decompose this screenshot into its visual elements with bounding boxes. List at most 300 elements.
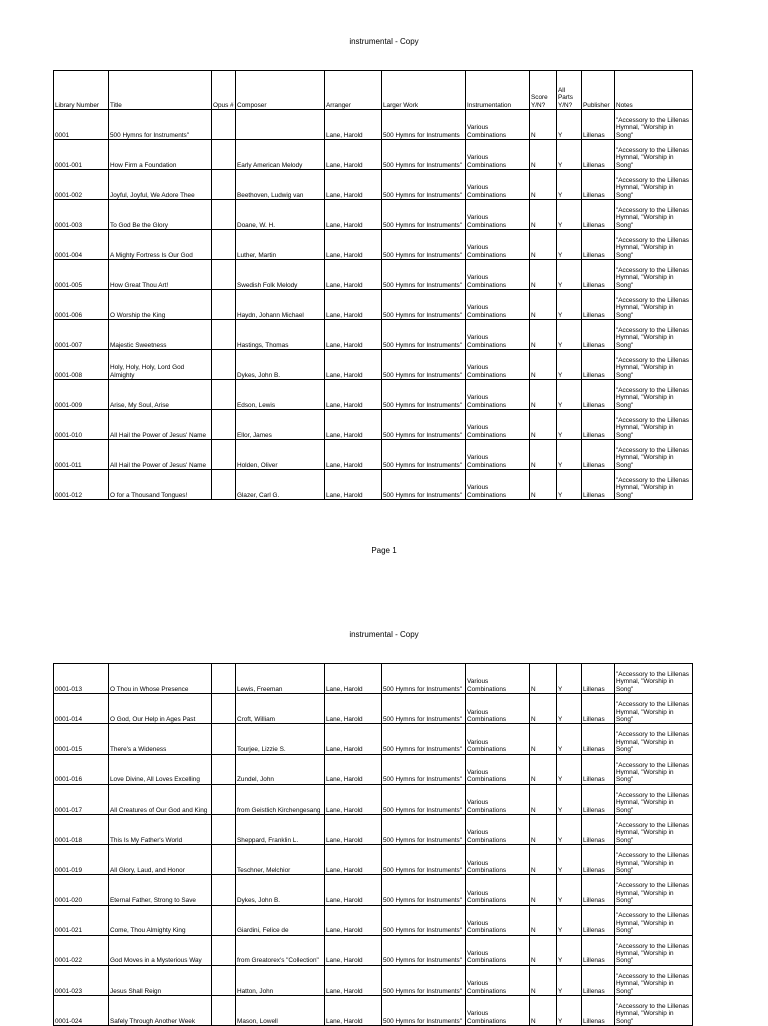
cell-library-number: 0001-002 [54,170,109,200]
cell-opus [212,140,236,170]
cell-composer: Lewis, Freeman [236,664,325,694]
cell-instrumentation: Various Combinations [466,260,530,290]
table-row [54,140,693,170]
table-row [54,784,693,814]
cell-title: How Firm a Foundation [109,140,212,170]
cell-instrumentation: Various Combinations [466,290,530,320]
cell-opus [212,694,236,724]
cell-library-number: 0001-009 [54,380,109,410]
cell-opus [212,664,236,694]
cell-title: All Glory, Laud, and Honor [109,845,212,875]
table-row [54,935,693,965]
cell-score: N [530,440,557,470]
cell-title: A Mighty Fortress Is Our God [109,230,212,260]
cell-all-parts: Y [557,200,582,230]
cell-larger-work: 500 Hymns for Instruments" [382,320,466,350]
cell-library-number: 0001-014 [54,694,109,724]
column-header-notes: Notes [615,71,693,110]
cell-opus [212,754,236,784]
cell-score: N [530,935,557,965]
cell-notes: "Accessory to the Lillenas Hymnal, "Worship in Song" [615,230,693,260]
cell-opus [212,875,236,905]
cell-library-number: 0001-003 [54,200,109,230]
cell-publisher: Lillenas [582,380,615,410]
cell-library-number: 0001-017 [54,784,109,814]
cell-score: N [530,664,557,694]
cell-score: N [530,754,557,784]
cell-instrumentation: Various Combinations [466,350,530,380]
cell-notes: "Accessory to the Lillenas Hymnal, "Worship in Song" [615,260,693,290]
cell-title: Arise, My Soul, Arise [109,380,212,410]
cell-larger-work: 500 Hymns for Instruments" [382,935,466,965]
cell-larger-work: 500 Hymns for Instruments" [382,875,466,905]
cell-opus [212,996,236,1026]
cell-score: N [530,694,557,724]
cell-publisher: Lillenas [582,410,615,440]
cell-title: Majestic Sweetness [109,320,212,350]
cell-notes: "Accessory to the Lillenas Hymnal, "Worship in Song" [615,110,693,140]
cell-arranger: Lane, Harold [325,965,382,995]
cell-notes: "Accessory to the Lillenas Hymnal, "Worship in Song" [615,845,693,875]
cell-instrumentation: Various Combinations [466,694,530,724]
cell-opus [212,905,236,935]
cell-library-number: 0001-022 [54,935,109,965]
cell-publisher: Lillenas [582,290,615,320]
cell-notes: "Accessory to the Lillenas Hymnal, "Worship in Song" [615,724,693,754]
cell-instrumentation: Various Combinations [466,230,530,260]
cell-all-parts: Y [557,935,582,965]
cell-arranger: Lane, Harold [325,754,382,784]
cell-publisher: Lillenas [582,110,615,140]
cell-instrumentation: Various Combinations [466,170,530,200]
cell-instrumentation: Various Combinations [466,724,530,754]
cell-all-parts: Y [557,410,582,440]
cell-all-parts: Y [557,380,582,410]
cell-notes: "Accessory to the Lillenas Hymnal, "Worship in Song" [615,965,693,995]
cell-larger-work: 500 Hymns for Instruments" [382,440,466,470]
spreadsheet-table-page-2 [53,663,693,1026]
cell-library-number: 0001-016 [54,754,109,784]
cell-title: How Great Thou Art! [109,260,212,290]
cell-notes: "Accessory to the Lillenas Hymnal, "Worship in Song" [615,814,693,844]
cell-composer: Glazer, Carl G. [236,470,325,500]
cell-composer: from Geistlich Kirchengesang [236,784,325,814]
cell-notes: "Accessory to the Lillenas Hymnal, "Worship in Song" [615,440,693,470]
column-header-publisher: Publisher [582,71,615,110]
cell-composer: Giardini, Felice de [236,905,325,935]
cell-composer: from Greatorex's "Collection" [236,935,325,965]
cell-publisher: Lillenas [582,440,615,470]
cell-library-number: 0001-010 [54,410,109,440]
cell-larger-work: 500 Hymns for Instruments" [382,965,466,995]
cell-composer: Tourjee, Lizzie S. [236,724,325,754]
cell-composer: Edson, Lewis [236,380,325,410]
cell-notes: "Accessory to the Lillenas Hymnal, "Worship in Song" [615,350,693,380]
cell-all-parts: Y [557,845,582,875]
cell-larger-work: 500 Hymns for Instruments" [382,724,466,754]
cell-composer: Luther, Martin [236,230,325,260]
cell-opus [212,845,236,875]
cell-publisher: Lillenas [582,754,615,784]
cell-title: All Hail the Power of Jesus' Name [109,410,212,440]
cell-publisher: Lillenas [582,230,615,260]
cell-composer: Haydn, Johann Michael [236,290,325,320]
cell-title: Joyful, Joyful, We Adore Thee [109,170,212,200]
cell-title: O Thou in Whose Presence [109,664,212,694]
table-row [54,320,693,350]
cell-publisher: Lillenas [582,664,615,694]
cell-larger-work: 500 Hymns for Instruments" [382,350,466,380]
cell-opus [212,440,236,470]
cell-opus [212,260,236,290]
table-row [54,350,693,380]
cell-arranger: Lane, Harold [325,724,382,754]
cell-instrumentation: Various Combinations [466,875,530,905]
cell-notes: "Accessory to the Lillenas Hymnal, "Worship in Song" [615,320,693,350]
cell-score: N [530,814,557,844]
cell-opus [212,200,236,230]
column-header-opus: Opus # [212,71,236,110]
cell-notes: "Accessory to the Lillenas Hymnal, "Worship in Song" [615,380,693,410]
cell-arranger: Lane, Harold [325,410,382,440]
cell-library-number: 0001-015 [54,724,109,754]
cell-notes: "Accessory to the Lillenas Hymnal, "Worship in Song" [615,470,693,500]
table-row [54,754,693,784]
cell-larger-work: 500 Hymns for Instruments" [382,814,466,844]
cell-title: Eternal Father, Strong to Save [109,875,212,905]
table-row [54,664,693,694]
cell-composer: Doane, W. H. [236,200,325,230]
cell-all-parts: Y [557,784,582,814]
table-row [54,290,693,320]
cell-notes: "Accessory to the Lillenas Hymnal, "Worship in Song" [615,784,693,814]
cell-publisher: Lillenas [582,784,615,814]
cell-all-parts: Y [557,290,582,320]
cell-larger-work: 500 Hymns for Instruments" [382,694,466,724]
cell-publisher: Lillenas [582,200,615,230]
cell-arranger: Lane, Harold [325,440,382,470]
cell-arranger: Lane, Harold [325,380,382,410]
cell-instrumentation: Various Combinations [466,754,530,784]
cell-arranger: Lane, Harold [325,140,382,170]
cell-all-parts: Y [557,470,582,500]
cell-larger-work: 500 Hymns for Instruments" [382,410,466,440]
cell-notes: "Accessory to the Lillenas Hymnal, "Worship in Song" [615,694,693,724]
cell-arranger: Lane, Harold [325,320,382,350]
cell-title: Holy, Holy, Holy, Lord God Almighty [109,350,212,380]
cell-instrumentation: Various Combinations [466,814,530,844]
cell-publisher: Lillenas [582,935,615,965]
cell-larger-work: 500 Hymns for Instruments" [382,664,466,694]
cell-arranger: Lane, Harold [325,694,382,724]
spreadsheet-table-page-1 [53,70,693,500]
table-row [54,694,693,724]
cell-all-parts: Y [557,350,582,380]
cell-publisher: Lillenas [582,875,615,905]
column-header-larger-work: Larger Work [382,71,466,110]
cell-instrumentation: Various Combinations [466,320,530,350]
cell-publisher: Lillenas [582,724,615,754]
cell-opus [212,230,236,260]
cell-title: O God, Our Help in Ages Past [109,694,212,724]
cell-notes: "Accessory to the Lillenas Hymnal, "Worship in Song" [615,875,693,905]
cell-opus [212,290,236,320]
table-row [54,905,693,935]
cell-composer: Croft, William [236,694,325,724]
cell-notes: "Accessory to the Lillenas Hymnal, "Worship in Song" [615,410,693,440]
cell-score: N [530,350,557,380]
cell-opus [212,470,236,500]
cell-composer: Ellor, James [236,410,325,440]
cell-score: N [530,724,557,754]
column-header-library-number: Library Number [54,71,109,110]
cell-opus [212,935,236,965]
cell-instrumentation: Various Combinations [466,996,530,1026]
cell-instrumentation: Various Combinations [466,410,530,440]
cell-composer: Dykes, John B. [236,350,325,380]
cell-larger-work: 500 Hymns for Instruments" [382,230,466,260]
column-header-all-parts: All Parts Y/N? [557,71,582,110]
cell-library-number: 0001-018 [54,814,109,844]
cell-score: N [530,845,557,875]
cell-composer: Swedish Folk Melody [236,260,325,290]
cell-arranger: Lane, Harold [325,350,382,380]
cell-title: Safely Through Another Week [109,996,212,1026]
cell-score: N [530,110,557,140]
cell-publisher: Lillenas [582,170,615,200]
page-title: instrumental - Copy [349,37,419,46]
cell-publisher: Lillenas [582,470,615,500]
cell-score: N [530,230,557,260]
cell-library-number: 0001-001 [54,140,109,170]
cell-all-parts: Y [557,905,582,935]
cell-title: God Moves in a Mysterious Way [109,935,212,965]
table-row [54,814,693,844]
cell-larger-work: 500 Hymns for Instruments" [382,996,466,1026]
cell-publisher: Lillenas [582,320,615,350]
table-row [54,845,693,875]
cell-score: N [530,200,557,230]
table-row [54,170,693,200]
cell-arranger: Lane, Harold [325,875,382,905]
cell-score: N [530,140,557,170]
cell-all-parts: Y [557,754,582,784]
cell-arranger: Lane, Harold [325,200,382,230]
cell-arranger: Lane, Harold [325,470,382,500]
cell-composer: Zundel, John [236,754,325,784]
cell-arranger: Lane, Harold [325,170,382,200]
cell-arranger: Lane, Harold [325,905,382,935]
cell-library-number: 0001-013 [54,664,109,694]
cell-composer: Early American Melody [236,140,325,170]
cell-library-number: 0001-004 [54,230,109,260]
cell-publisher: Lillenas [582,996,615,1026]
cell-notes: "Accessory to the Lillenas Hymnal, "Worship in Song" [615,905,693,935]
cell-instrumentation: Various Combinations [466,845,530,875]
cell-publisher: Lillenas [582,814,615,844]
cell-score: N [530,905,557,935]
table-row [54,410,693,440]
cell-title: There's a Wideness [109,724,212,754]
cell-instrumentation: Various Combinations [466,110,530,140]
cell-score: N [530,875,557,905]
cell-library-number: 0001-024 [54,996,109,1026]
cell-score: N [530,170,557,200]
cell-notes: "Accessory to the Lillenas Hymnal, "Worship in Song" [615,996,693,1026]
cell-opus [212,965,236,995]
cell-notes: "Accessory to the Lillenas Hymnal, "Worship in Song" [615,935,693,965]
cell-larger-work: 500 Hymns for Instruments" [382,290,466,320]
cell-all-parts: Y [557,320,582,350]
cell-library-number: 0001-021 [54,905,109,935]
cell-opus [212,170,236,200]
column-header-instrumentation: Instrumentation [466,71,530,110]
cell-instrumentation: Various Combinations [466,935,530,965]
cell-library-number: 0001-019 [54,845,109,875]
table-row [54,110,693,140]
cell-all-parts: Y [557,814,582,844]
cell-publisher: Lillenas [582,140,615,170]
cell-title: To God Be the Glory [109,200,212,230]
cell-instrumentation: Various Combinations [466,140,530,170]
cell-instrumentation: Various Combinations [466,664,530,694]
cell-instrumentation: Various Combinations [466,905,530,935]
cell-arranger: Lane, Harold [325,290,382,320]
cell-instrumentation: Various Combinations [466,965,530,995]
column-header-score: Score Y/N? [530,71,557,110]
cell-library-number: 0001 [54,110,109,140]
table-header-row [54,71,693,110]
cell-title: Come, Thou Almighty King [109,905,212,935]
cell-composer: Dykes, John B. [236,875,325,905]
cell-title: Jesus Shall Reign [109,965,212,995]
cell-score: N [530,290,557,320]
cell-larger-work: 500 Hymns for Instruments" [382,140,466,170]
cell-title: All Hail the Power of Jesus' Name [109,440,212,470]
cell-arranger: Lane, Harold [325,230,382,260]
cell-publisher: Lillenas [582,694,615,724]
table-row [54,996,693,1026]
cell-larger-work: 500 Hymns for Instruments" [382,470,466,500]
cell-publisher: Lillenas [582,905,615,935]
cell-all-parts: Y [557,230,582,260]
cell-publisher: Lillenas [582,845,615,875]
cell-larger-work: 500 Hymns for Instruments" [382,845,466,875]
column-header-title: Title [109,71,212,110]
cell-composer: Teschner, Melchior [236,845,325,875]
cell-composer: Hatton, John [236,965,325,995]
cell-notes: "Accessory to the Lillenas Hymnal, "Worship in Song" [615,170,693,200]
cell-arranger: Lane, Harold [325,814,382,844]
cell-all-parts: Y [557,170,582,200]
table-row [54,470,693,500]
cell-instrumentation: Various Combinations [466,380,530,410]
cell-instrumentation: Various Combinations [466,784,530,814]
cell-all-parts: Y [557,260,582,290]
cell-composer [236,110,325,140]
cell-arranger: Lane, Harold [325,260,382,290]
cell-composer: Holden, Oliver [236,440,325,470]
cell-all-parts: Y [557,664,582,694]
cell-larger-work: 500 Hymns for Instruments" [382,200,466,230]
cell-all-parts: Y [557,965,582,995]
cell-all-parts: Y [557,140,582,170]
cell-library-number: 0001-008 [54,350,109,380]
cell-library-number: 0001-012 [54,470,109,500]
cell-title: Love Divine, All Loves Excelling [109,754,212,784]
cell-title: All Creatures of Our God and King [109,784,212,814]
cell-title: O for a Thousand Tongues! [109,470,212,500]
cell-arranger: Lane, Harold [325,996,382,1026]
cell-notes: "Accessory to the Lillenas Hymnal, "Worship in Song" [615,664,693,694]
cell-opus [212,724,236,754]
cell-score: N [530,260,557,290]
cell-notes: "Accessory to the Lillenas Hymnal, "Worship in Song" [615,200,693,230]
cell-library-number: 0001-005 [54,260,109,290]
cell-score: N [530,996,557,1026]
cell-instrumentation: Various Combinations [466,200,530,230]
table-row [54,965,693,995]
column-header-arranger: Arranger [325,71,382,110]
cell-opus [212,110,236,140]
cell-opus [212,350,236,380]
cell-arranger: Lane, Harold [325,664,382,694]
table-row [54,380,693,410]
cell-larger-work: 500 Hymns for Instruments" [382,380,466,410]
cell-opus [212,320,236,350]
cell-arranger: Lane, Harold [325,784,382,814]
cell-title: O Worship the King [109,290,212,320]
cell-arranger: Lane, Harold [325,935,382,965]
cell-all-parts: Y [557,875,582,905]
cell-opus [212,814,236,844]
cell-all-parts: Y [557,110,582,140]
cell-score: N [530,320,557,350]
cell-score: N [530,470,557,500]
cell-all-parts: Y [557,724,582,754]
page-footer: Page 1 [371,546,397,555]
column-header-composer: Composer [236,71,325,110]
cell-instrumentation: Various Combinations [466,470,530,500]
cell-notes: "Accessory to the Lillenas Hymnal, "Worship in Song" [615,140,693,170]
cell-composer: Sheppard, Franklin L. [236,814,325,844]
cell-score: N [530,965,557,995]
cell-library-number: 0001-011 [54,440,109,470]
cell-library-number: 0001-023 [54,965,109,995]
cell-score: N [530,410,557,440]
cell-all-parts: Y [557,440,582,470]
cell-arranger: Lane, Harold [325,845,382,875]
cell-publisher: Lillenas [582,965,615,995]
cell-title: This Is My Father's World [109,814,212,844]
cell-composer: Hastings, Thomas [236,320,325,350]
cell-larger-work: 500 Hymns for Instruments" [382,905,466,935]
cell-opus [212,410,236,440]
page-title-2: instrumental - Copy [349,630,419,639]
cell-composer: Mason, Lowell [236,996,325,1026]
table-row [54,875,693,905]
cell-larger-work: 500 Hymns for Instruments" [382,754,466,784]
cell-larger-work: 500 Hymns for Instruments" [382,170,466,200]
cell-arranger: Lane, Harold [325,110,382,140]
table-row [54,260,693,290]
cell-all-parts: Y [557,694,582,724]
cell-opus [212,380,236,410]
cell-publisher: Lillenas [582,260,615,290]
cell-library-number: 0001-007 [54,320,109,350]
cell-larger-work: 500 Hymns for Instruments [382,110,466,140]
cell-score: N [530,784,557,814]
